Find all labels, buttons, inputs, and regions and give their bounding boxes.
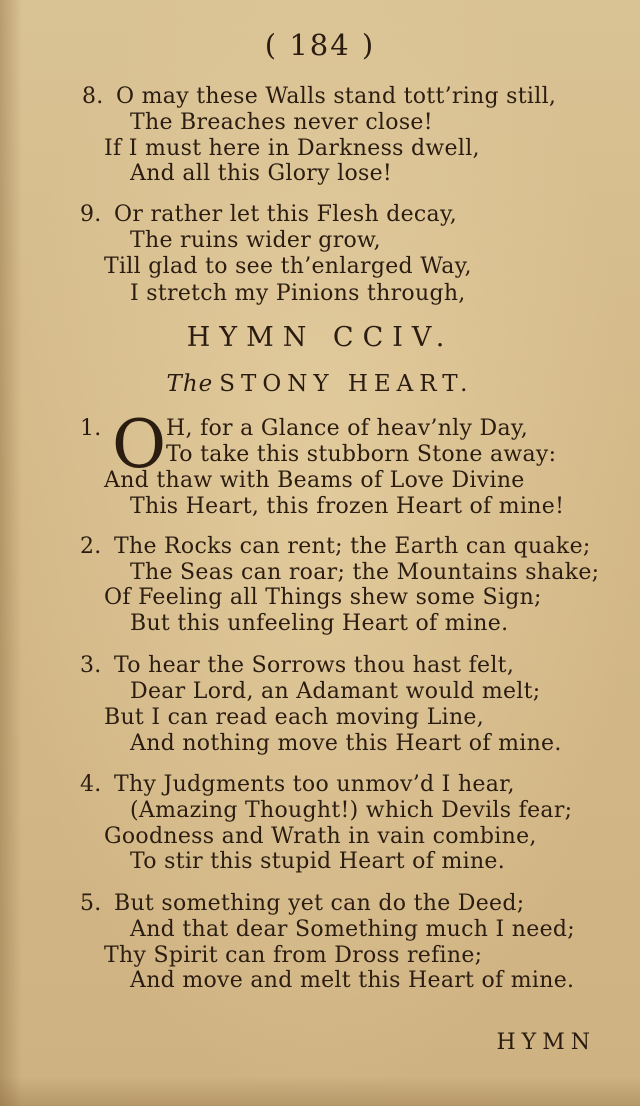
verse-line: Thy Judgments too unmov’d I hear, <box>114 772 515 797</box>
page-number: ( 184 ) <box>264 28 376 62</box>
verse-line: Till glad to see th’enlarged Way, <box>104 254 472 279</box>
page-edge-shadow <box>0 0 22 1106</box>
verse-line: Goodness and Wrath in vain combine, <box>104 824 537 849</box>
verse-number: 9. <box>80 202 102 227</box>
verse-number: 4. <box>80 772 102 797</box>
verse-line: And nothing move this Heart of mine. <box>130 731 562 756</box>
verse-line: Thy Spirit can from Dross refine; <box>104 943 483 968</box>
verse-line: (Amazing Thought!) which Devils fear; <box>130 798 573 823</box>
verse-line: But I can read each moving Line, <box>104 705 485 730</box>
catchword: HYMN <box>496 1030 596 1055</box>
verse-line: And all this Glory lose! <box>130 161 393 186</box>
hymn-subtitle-article: The <box>166 371 214 397</box>
verse-number: 5. <box>80 891 102 916</box>
verse-line: But this unfeeling Heart of mine. <box>130 611 509 636</box>
verse-number: 2. <box>80 534 102 559</box>
verse-line: O may these Walls stand tott’ring still, <box>116 84 557 109</box>
verse-line: To hear the Sorrows thou hast felt, <box>114 653 515 678</box>
verse-line: But something yet can do the Deed; <box>114 891 525 916</box>
verse-line: And move and melt this Heart of mine. <box>130 968 575 993</box>
verse-line: The Seas can roar; the Mountains shake; <box>130 560 600 585</box>
verse-line: To take this stubborn Stone away: <box>166 442 557 467</box>
verse-line: I stretch my Pinions through, <box>130 281 466 306</box>
verse-line: Or rather let this Flesh decay, <box>114 202 458 227</box>
verse-number: 8. <box>82 84 104 109</box>
page-bottom-shadow <box>0 1076 640 1106</box>
verse-line: This Heart, this frozen Heart of mine! <box>130 494 565 519</box>
verse-line: H, for a Glance of heav’nly Day, <box>166 416 528 441</box>
verse-number: 1. <box>80 416 102 441</box>
verse-line: If I must here in Darkness dwell, <box>104 136 480 161</box>
hymn-title: HYMN CCIV. <box>186 322 454 353</box>
verse-line: And thaw with Beams of Love Divine <box>104 468 525 493</box>
verse-line: The Rocks can rent; the Earth can quake; <box>114 534 591 559</box>
hymn-subtitle <box>0 371 640 397</box>
verse-line: The ruins wider grow, <box>130 228 381 253</box>
verse-number: 3. <box>80 653 102 678</box>
verse-line: Of Feeling all Things shew some Sign; <box>104 585 542 610</box>
verse-line: Dear Lord, an Adamant would melt; <box>130 679 541 704</box>
verse-line: The Breaches never close! <box>130 110 433 135</box>
drop-cap: O <box>112 406 167 483</box>
verse-line: To stir this stupid Heart of mine. <box>130 849 506 874</box>
hymn-subtitle-caps: STONY HEART. <box>219 371 474 397</box>
verse-line: And that dear Something much I need; <box>130 917 576 942</box>
